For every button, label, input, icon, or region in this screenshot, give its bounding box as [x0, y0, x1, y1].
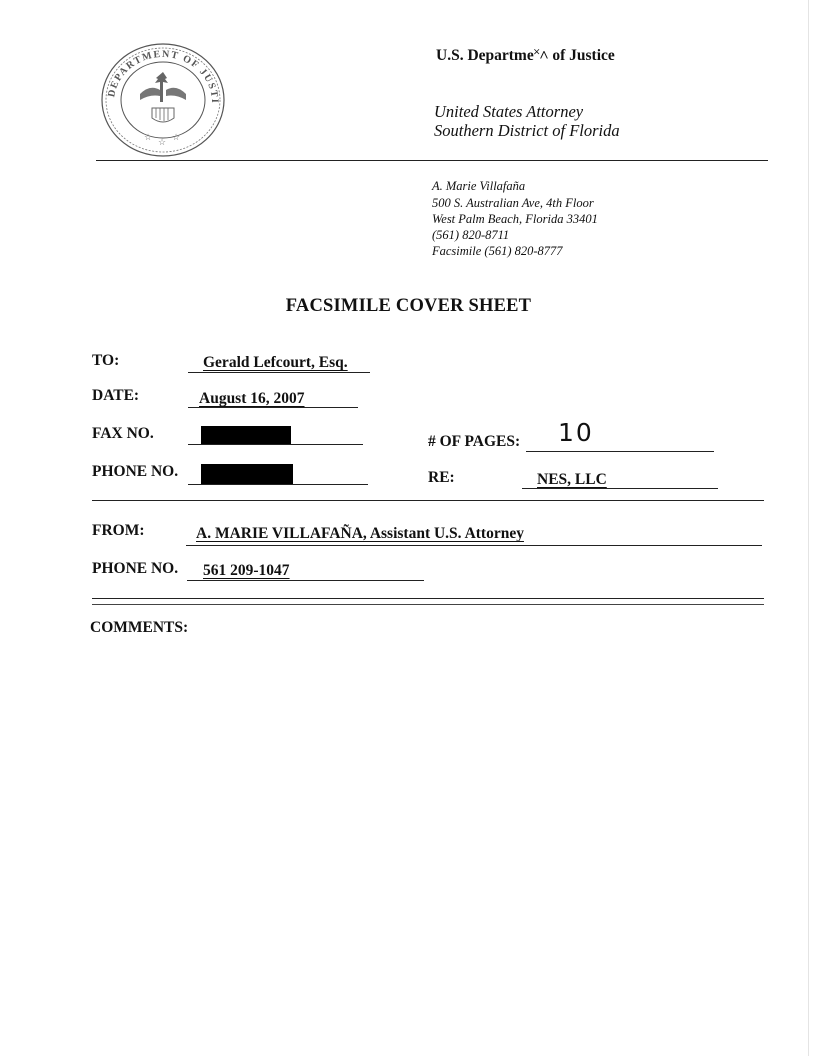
page-edge [808, 0, 809, 1056]
svg-text:☆: ☆ [158, 137, 167, 147]
re-value: NES, LLC [537, 471, 607, 488]
fax-redaction [201, 426, 291, 445]
svg-text:☆: ☆ [172, 132, 181, 142]
pages-value: 10 [558, 418, 594, 447]
sender-address-1: 500 S. Australian Ave, 4th Floor [432, 196, 594, 210]
to-value: Gerald Lefcourt, Esq. [203, 354, 348, 371]
from-phone-label: PHONE NO. [92, 560, 179, 577]
to-underline [188, 372, 370, 373]
fax-underline [188, 444, 363, 445]
phone-underline [188, 484, 368, 485]
date-label: DATE: [92, 387, 140, 404]
from-underline [186, 545, 762, 546]
section-divider-3 [92, 604, 764, 605]
from-phone-value: 561 209-1047 [203, 562, 290, 579]
comments-label: COMMENTS: [90, 619, 189, 636]
office-line-1: United States Attorney [434, 102, 584, 121]
sender-address-2: West Palm Beach, Florida 33401 [432, 212, 598, 226]
svg-text:DEPARTMENT OF JUSTICE: DEPARTMENT OF JUSTI [106, 48, 221, 105]
section-divider-2 [92, 598, 764, 599]
sender-name: A. Marie Villafaña [432, 179, 526, 193]
pages-underline [526, 451, 714, 452]
header-divider [96, 160, 768, 161]
phone-label: PHONE NO. [92, 463, 179, 480]
date-value: August 16, 2007 [199, 390, 305, 407]
from-value: A. MARIE VILLAFAÑA, Assistant U.S. Attorney [196, 525, 524, 542]
svg-text:☆: ☆ [144, 132, 153, 142]
re-label: RE: [428, 469, 455, 486]
phone-redaction [201, 464, 293, 484]
from-label: FROM: [92, 522, 145, 539]
sender-phone: (561) 820-8711 [432, 228, 510, 242]
fax-label: FAX NO. [92, 425, 154, 442]
page-title: FACSIMILE COVER SHEET [285, 296, 532, 316]
from-phone-underline [187, 580, 424, 581]
to-label: TO: [92, 352, 120, 369]
department-name: U.S. Departme˟˄ of Justice [436, 47, 615, 64]
date-underline [188, 407, 358, 408]
re-underline [522, 488, 718, 489]
pages-label: # OF PAGES: [428, 433, 521, 450]
office-line-2: Southern District of Florida [434, 121, 620, 140]
doj-seal-icon [100, 42, 226, 158]
sender-fax: Facsimile (561) 820-8777 [432, 244, 563, 258]
section-divider-1 [92, 500, 764, 501]
